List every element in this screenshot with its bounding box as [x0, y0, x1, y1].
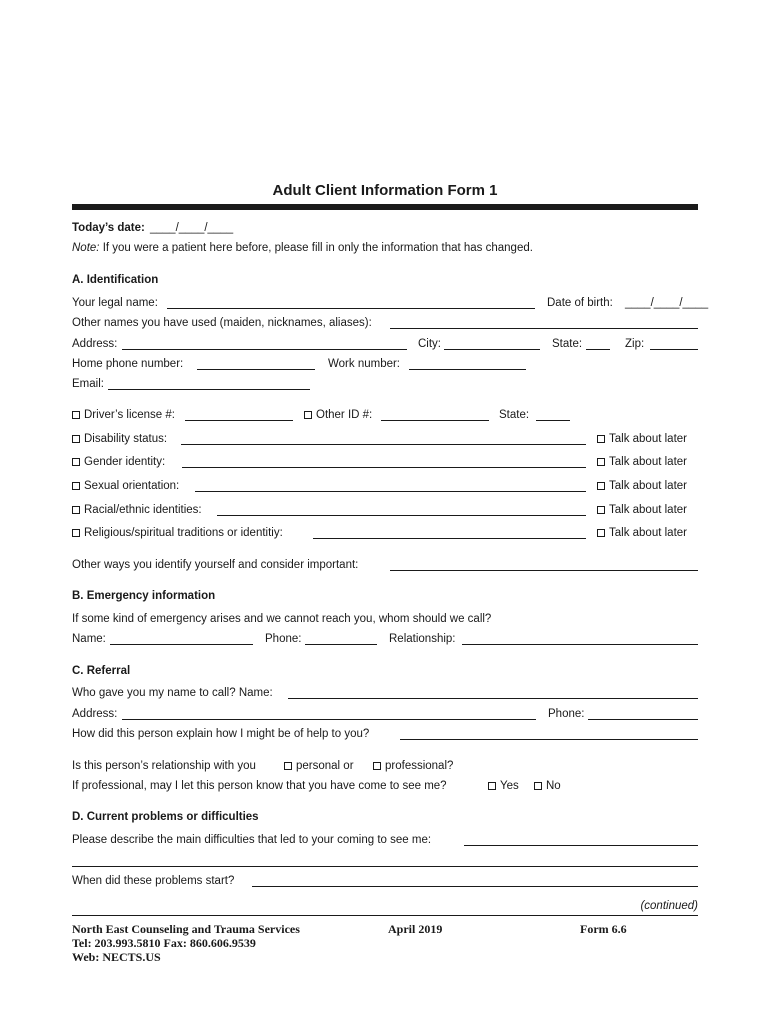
disability-checkbox[interactable] [72, 435, 80, 443]
sexual-orientation-field[interactable] [195, 491, 586, 492]
footer [72, 922, 698, 964]
gender-row [72, 454, 698, 470]
dob-slots[interactable]: ____/____/____ [625, 297, 709, 309]
personal-label: personal or [296, 760, 354, 772]
todays-date-slots[interactable]: ____/____/____ [150, 222, 234, 234]
no-checkbox[interactable] [534, 782, 542, 790]
footer-form-number: Form 6.6 [580, 922, 627, 936]
other-id-checkbox[interactable] [304, 411, 312, 419]
other-ways-label: Other ways you identify yourself and consider important: [72, 559, 359, 571]
talk-later-label: Talk about later [609, 433, 687, 445]
problems-describe-row [72, 832, 698, 848]
continued-row [72, 898, 698, 914]
email-label: Email: [72, 378, 104, 390]
footer-date: April 2019 [388, 922, 443, 936]
disability-row [72, 431, 698, 447]
footer-rule [72, 915, 698, 916]
address-row [72, 336, 698, 352]
id-state-field[interactable] [536, 420, 570, 421]
drivers-license-field[interactable] [185, 420, 293, 421]
referral-relationship-question: Is this person’s relationship with you [72, 760, 256, 772]
work-number-field[interactable] [409, 369, 526, 370]
home-phone-label: Home phone number: [72, 358, 184, 370]
id-state-label: State: [499, 409, 530, 421]
racial-label: Racial/ethnic identities: [84, 504, 202, 516]
religious-row [72, 525, 698, 541]
emergency-phone-label: Phone: [265, 633, 302, 645]
home-phone-field[interactable] [197, 369, 315, 370]
note-label: Note: [72, 242, 100, 254]
professional-label: professional? [385, 760, 454, 772]
sexual-orientation-checkbox[interactable] [72, 482, 80, 490]
emergency-phone-field[interactable] [305, 644, 377, 645]
problems-describe-field[interactable] [464, 845, 698, 846]
note-row [72, 240, 698, 256]
professional-checkbox[interactable] [373, 762, 381, 770]
referral-relationship-row [72, 758, 698, 774]
state-label: State: [552, 338, 583, 350]
referral-how-row [72, 726, 698, 742]
other-names-field[interactable] [390, 328, 698, 329]
footer-contact: Tel: 203.993.5810 Fax: 860.606.9539 [72, 936, 256, 950]
other-id-field[interactable] [381, 420, 489, 421]
referral-permission-row [72, 778, 698, 794]
emergency-relationship-label: Relationship: [389, 633, 456, 645]
footer-web: Web: NECTS.US [72, 950, 161, 964]
emergency-name-field[interactable] [110, 644, 253, 645]
religious-checkbox[interactable] [72, 529, 80, 537]
section-a-heading: A. Identification [72, 274, 159, 286]
gender-label: Gender identity: [84, 456, 166, 468]
legal-name-row [72, 295, 709, 311]
sexual-orientation-row [72, 478, 698, 494]
referral-how-label: How did this person explain how I might be of help to you? [72, 728, 370, 740]
continued-note: (continued) [640, 900, 698, 912]
talk-later-label: Talk about later [609, 504, 687, 516]
address-label: Address: [72, 338, 118, 350]
other-names-row [72, 315, 698, 331]
emergency-prompt-row [72, 611, 698, 627]
todays-date-row [72, 220, 698, 236]
yes-label: Yes [500, 780, 519, 792]
referral-address-row [72, 706, 698, 722]
section-c-heading: C. Referral [72, 665, 131, 677]
dob-label: Date of birth: [547, 297, 613, 309]
personal-checkbox[interactable] [284, 762, 292, 770]
email-row [72, 376, 698, 392]
no-label: No [546, 780, 561, 792]
problems-when-field[interactable] [252, 886, 698, 887]
disability-field[interactable] [181, 444, 586, 445]
gender-checkbox[interactable] [72, 458, 80, 466]
talk-later-checkbox[interactable] [597, 506, 605, 514]
problems-describe-line-2[interactable] [72, 866, 698, 867]
note-text: If you were a patient here before, please fill in only the information that has changed. [99, 242, 533, 254]
religious-label: Religious/spiritual traditions or identitiy: [84, 527, 283, 539]
problems-when-label: When did these problems start? [72, 875, 235, 887]
city-label: City: [418, 338, 441, 350]
form-page [72, 0, 709, 1024]
problems-when-row [72, 873, 698, 889]
section-d-heading: D. Current problems or difficulties [72, 811, 259, 823]
talk-later-checkbox[interactable] [597, 529, 605, 537]
religious-field[interactable] [313, 538, 586, 539]
referral-address-field[interactable] [122, 719, 536, 720]
referral-who-label: Who gave you my name to call? Name: [72, 687, 273, 699]
talk-later-label: Talk about later [609, 480, 687, 492]
talk-later-label: Talk about later [609, 527, 687, 539]
racial-row [72, 502, 698, 518]
referral-phone-field[interactable] [588, 719, 698, 720]
referral-phone-label: Phone: [548, 708, 585, 720]
gender-field[interactable] [182, 467, 586, 468]
sexual-orientation-label: Sexual orientation: [84, 480, 180, 492]
address-field[interactable] [122, 349, 407, 350]
emergency-contact-row [72, 631, 698, 647]
emergency-prompt: If some kind of emergency arises and we cannot reach you, whom should we call? [72, 613, 492, 625]
referral-permission-question: If professional, may I let this person know that you have come to see me? [72, 780, 447, 792]
talk-later-checkbox[interactable] [597, 435, 605, 443]
talk-later-checkbox[interactable] [597, 458, 605, 466]
referral-who-row [72, 685, 698, 701]
talk-later-label: Talk about later [609, 456, 687, 468]
footer-org: North East Counseling and Trauma Services [72, 922, 300, 936]
other-names-label: Other names you have used (maiden, nicknames, aliases): [72, 317, 372, 329]
drivers-license-label: Driver’s license #: [84, 409, 175, 421]
disability-label: Disability status: [84, 433, 168, 445]
drivers-license-checkbox[interactable] [72, 411, 80, 419]
referral-address-label: Address: [72, 708, 118, 720]
racial-checkbox[interactable] [72, 506, 80, 514]
title-rule [72, 204, 698, 210]
form-title: Adult Client Information Form 1 [272, 182, 498, 199]
problems-describe-label: Please describe the main difficulties that led to your coming to see me: [72, 834, 432, 846]
zip-field[interactable] [650, 349, 698, 350]
city-field[interactable] [444, 349, 540, 350]
state-field[interactable] [586, 349, 610, 350]
id-row [72, 407, 698, 423]
todays-date-label: Today’s date: [72, 222, 145, 234]
emergency-name-label: Name: [72, 633, 106, 645]
referral-how-field[interactable] [400, 739, 698, 740]
legal-name-label: Your legal name: [72, 297, 158, 309]
section-b-heading: B. Emergency information [72, 590, 216, 602]
work-number-label: Work number: [328, 358, 401, 370]
other-ways-row [72, 557, 698, 573]
zip-label: Zip: [625, 338, 645, 350]
emergency-relationship-field[interactable] [462, 644, 698, 645]
phone-row [72, 356, 698, 372]
legal-name-field[interactable] [167, 308, 535, 309]
talk-later-checkbox[interactable] [597, 482, 605, 490]
yes-checkbox[interactable] [488, 782, 496, 790]
other-ways-field[interactable] [390, 570, 698, 571]
racial-field[interactable] [217, 515, 586, 516]
email-field[interactable] [108, 389, 310, 390]
referral-name-field[interactable] [288, 698, 698, 699]
other-id-label: Other ID #: [316, 409, 373, 421]
